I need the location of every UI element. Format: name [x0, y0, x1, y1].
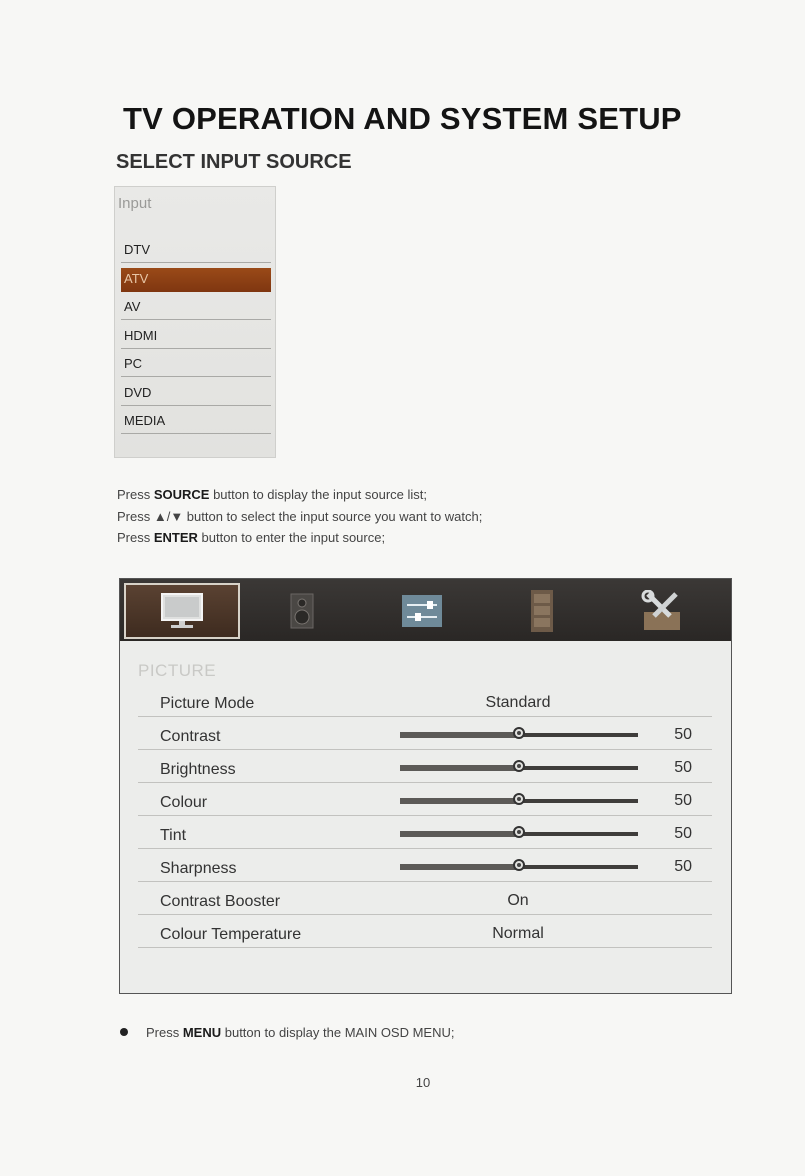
slider-track	[519, 832, 638, 836]
key-name: ENTER	[153, 530, 198, 545]
input-item-media[interactable]: MEDIA	[121, 410, 271, 434]
osd-row-label: Contrast	[160, 728, 221, 745]
slider-value: 50	[674, 825, 692, 842]
section-subtitle: SELECT INPUT SOURCE	[116, 151, 352, 173]
value-slider[interactable]	[400, 798, 638, 804]
osd-row-contrast[interactable]	[138, 718, 712, 750]
osd-row-sharpness[interactable]	[138, 850, 712, 882]
value-slider[interactable]	[400, 831, 638, 837]
osd-row-label: Sharpness	[160, 860, 237, 877]
osd-row-label: Colour Temperature	[160, 926, 302, 943]
main-osd-menu	[119, 578, 732, 994]
menu-key: MENU	[182, 1025, 222, 1040]
slider-fill	[400, 798, 519, 804]
bullet-icon	[120, 1028, 128, 1036]
value-slider[interactable]	[400, 732, 638, 738]
tab-setup[interactable]	[604, 583, 720, 639]
osd-row-picture-mode[interactable]	[138, 685, 712, 717]
osd-row-colour-temperature[interactable]	[138, 916, 712, 948]
input-menu-title: Input	[118, 195, 152, 212]
tab-settings[interactable]	[364, 583, 480, 639]
osd-row-colour[interactable]	[138, 784, 712, 816]
sliders-icon	[401, 594, 443, 628]
slider-knob[interactable]	[513, 859, 525, 871]
option-value: On	[507, 892, 529, 909]
tab-picture[interactable]	[124, 583, 240, 639]
osd-row-label: Tint	[160, 827, 187, 844]
slider-fill	[400, 831, 519, 837]
slider-track	[519, 865, 638, 869]
slider-value: 50	[674, 858, 692, 875]
instruction-line: Press ▲/▼ button to select the input source you want to watch;	[117, 508, 483, 524]
input-item-hdmi[interactable]: HDMI	[121, 325, 271, 349]
slider-track	[519, 733, 638, 737]
slider-knob[interactable]	[513, 727, 525, 739]
slider-knob[interactable]	[513, 826, 525, 838]
osd-row-label: Colour	[160, 794, 208, 811]
osd-row-contrast-booster[interactable]	[138, 883, 712, 915]
osd-row-tint[interactable]	[138, 817, 712, 849]
instruction-line: Press ENTER button to enter the input source;	[117, 530, 386, 545]
slider-fill	[400, 732, 519, 738]
slider-value: 50	[674, 759, 692, 776]
key-name: SOURCE	[153, 487, 210, 502]
osd-row-label: Picture Mode	[160, 695, 255, 712]
osd-tab-bar	[120, 579, 731, 641]
slider-track	[519, 766, 638, 770]
tab-sound[interactable]	[244, 583, 360, 639]
osd-section-title: PICTURE	[138, 661, 217, 680]
slider-value: 50	[674, 792, 692, 809]
input-item-atv[interactable]: ATV	[121, 268, 271, 292]
input-item-dvd[interactable]: DVD	[121, 382, 271, 406]
value-slider[interactable]	[400, 864, 638, 870]
input-item-av[interactable]: AV	[121, 296, 271, 320]
instruction-line: Press SOURCE button to display the input source list;	[117, 487, 427, 502]
option-value: Normal	[492, 925, 544, 942]
osd-row-label: Brightness	[160, 761, 236, 778]
page-title: TV OPERATION AND SYSTEM SETUP	[123, 101, 682, 136]
input-source-menu	[114, 186, 276, 458]
list-icon	[530, 589, 554, 633]
tab-channel[interactable]	[484, 583, 600, 639]
osd-row-label: Contrast Booster	[160, 893, 281, 910]
page-number: 10	[415, 1075, 431, 1090]
slider-value: 50	[674, 726, 692, 743]
slider-knob[interactable]	[513, 793, 525, 805]
input-item-pc[interactable]: PC	[121, 353, 271, 377]
menu-note: Press MENU button to display the MAIN OSD MENU;	[120, 1025, 455, 1040]
osd-row-brightness[interactable]	[138, 751, 712, 783]
slider-knob[interactable]	[513, 760, 525, 772]
input-item-dtv[interactable]: DTV	[121, 239, 271, 263]
value-slider[interactable]	[400, 765, 638, 771]
slider-fill	[400, 765, 519, 771]
slider-track	[519, 799, 638, 803]
speaker-icon	[289, 592, 315, 630]
tools-icon	[640, 590, 684, 632]
slider-fill	[400, 864, 519, 870]
option-value: Standard	[485, 694, 551, 711]
tv-icon	[159, 591, 205, 631]
